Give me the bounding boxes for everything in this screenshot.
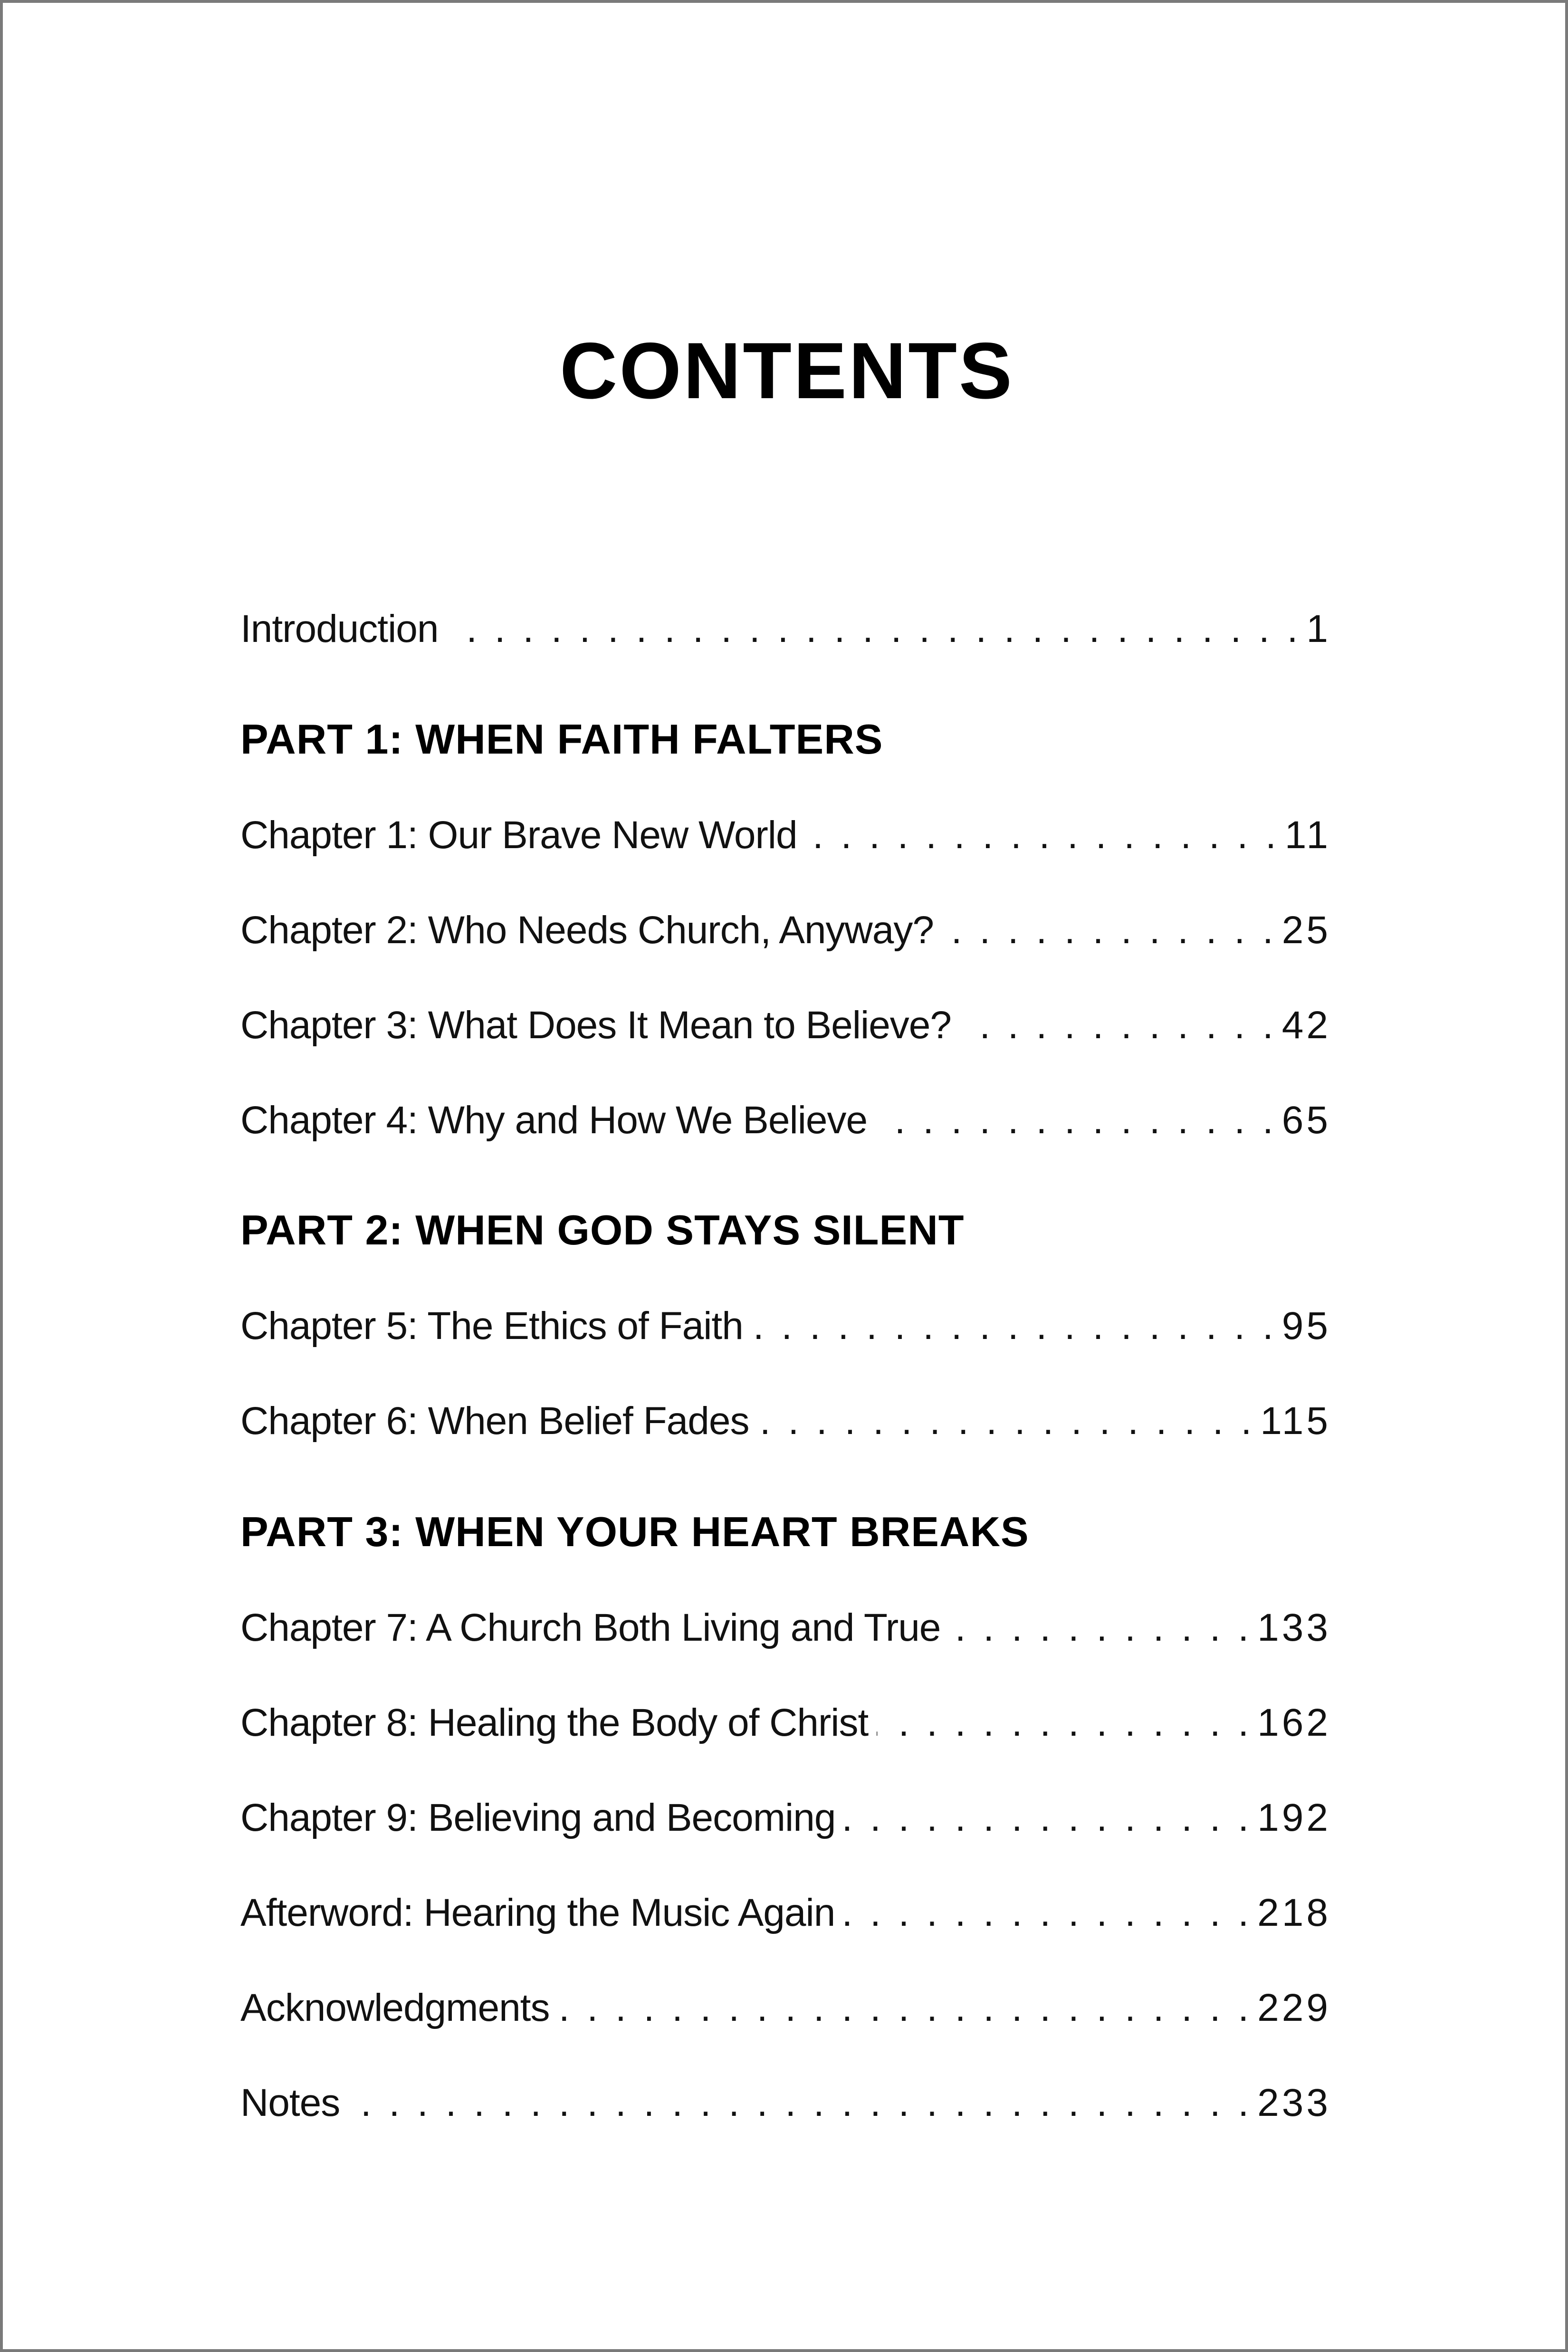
page-title: CONTENTS bbox=[560, 326, 1014, 415]
part-heading-3: PART 3: WHEN YOUR HEART BREAKS bbox=[240, 1508, 1029, 1555]
part-heading-1: PART 1: WHEN FAITH FALTERS bbox=[240, 716, 883, 763]
toc-page-number: 95 bbox=[1281, 1304, 1331, 1348]
toc-entry-label: Chapter 2: Who Needs Church, Anyway? bbox=[240, 908, 934, 952]
dot-leader bbox=[348, 2077, 1249, 2129]
toc-entry-label: Chapter 5: The Ethics of Faith bbox=[240, 1304, 743, 1348]
toc-entry-label: Introduction bbox=[240, 607, 439, 650]
toc-entry-label: Chapter 8: Healing the Body of Christ bbox=[240, 1701, 869, 1744]
toc-entry-afterword[interactable] bbox=[240, 1887, 1331, 1939]
toc-page-number: 162 bbox=[1257, 1701, 1331, 1744]
toc-entry-chapter-4[interactable] bbox=[240, 1094, 1331, 1147]
toc-entry-chapter-1[interactable] bbox=[240, 809, 1331, 861]
toc-entry-label: Chapter 1: Our Brave New World bbox=[240, 813, 797, 857]
toc-entry-label: Chapter 4: Why and How We Believe bbox=[240, 1099, 868, 1142]
toc-entry-label: Chapter 9: Believing and Becoming bbox=[240, 1796, 836, 1839]
toc-entry-chapter-9[interactable] bbox=[240, 1792, 1331, 1844]
toc-entry-label: Notes bbox=[240, 2081, 340, 2124]
dot-leader bbox=[960, 999, 1273, 1052]
toc-entry-chapter-6[interactable] bbox=[240, 1395, 1331, 1447]
toc-entry-label: Chapter 7: A Church Both Living and True bbox=[240, 1606, 941, 1649]
toc-page-number: 11 bbox=[1284, 813, 1331, 857]
toc-entry-label: Chapter 3: What Does It Mean to Believe? bbox=[240, 1004, 952, 1047]
toc-entry-chapter-5[interactable] bbox=[240, 1300, 1331, 1352]
toc-page-number: 233 bbox=[1257, 2081, 1331, 2124]
toc-page-number: 115 bbox=[1260, 1399, 1331, 1443]
dot-leader bbox=[949, 1602, 1249, 1654]
dot-leader bbox=[844, 1792, 1249, 1844]
dot-leader bbox=[942, 904, 1273, 956]
dot-leader bbox=[806, 809, 1276, 861]
toc-entry-chapter-2[interactable] bbox=[240, 904, 1331, 956]
dot-leader bbox=[447, 603, 1298, 655]
toc-entry-chapter-8[interactable] bbox=[240, 1697, 1331, 1749]
dot-leader bbox=[876, 1094, 1273, 1147]
toc-page-number: 218 bbox=[1257, 1891, 1331, 1934]
toc-entry-chapter-3[interactable] bbox=[240, 999, 1331, 1052]
dot-leader bbox=[558, 1982, 1249, 2034]
toc-entry-label: Acknowledgments bbox=[240, 1986, 550, 2029]
toc-page-number: 133 bbox=[1257, 1606, 1331, 1649]
toc-page-number: 192 bbox=[1257, 1796, 1331, 1839]
toc-entry-introduction[interactable] bbox=[240, 603, 1331, 655]
dot-leader bbox=[843, 1887, 1249, 1939]
dot-leader bbox=[877, 1697, 1249, 1749]
toc-page-number: 25 bbox=[1281, 908, 1331, 952]
toc-page-number: 42 bbox=[1281, 1004, 1331, 1047]
toc-entry-acknowledgments[interactable] bbox=[240, 1982, 1331, 2034]
toc-entry-chapter-7[interactable] bbox=[240, 1602, 1331, 1654]
toc-entry-notes[interactable] bbox=[240, 2077, 1331, 2129]
toc-page-number: 65 bbox=[1281, 1099, 1331, 1142]
toc-entry-label: Afterword: Hearing the Music Again bbox=[240, 1891, 835, 1934]
dot-leader bbox=[752, 1300, 1273, 1352]
toc-entry-label: Chapter 6: When Belief Fades bbox=[240, 1399, 749, 1443]
part-heading-2: PART 2: WHEN GOD STAYS SILENT bbox=[240, 1206, 965, 1253]
toc-page-number: 1 bbox=[1306, 607, 1331, 650]
toc-page-number: 229 bbox=[1257, 1986, 1331, 2029]
dot-leader bbox=[757, 1395, 1252, 1447]
